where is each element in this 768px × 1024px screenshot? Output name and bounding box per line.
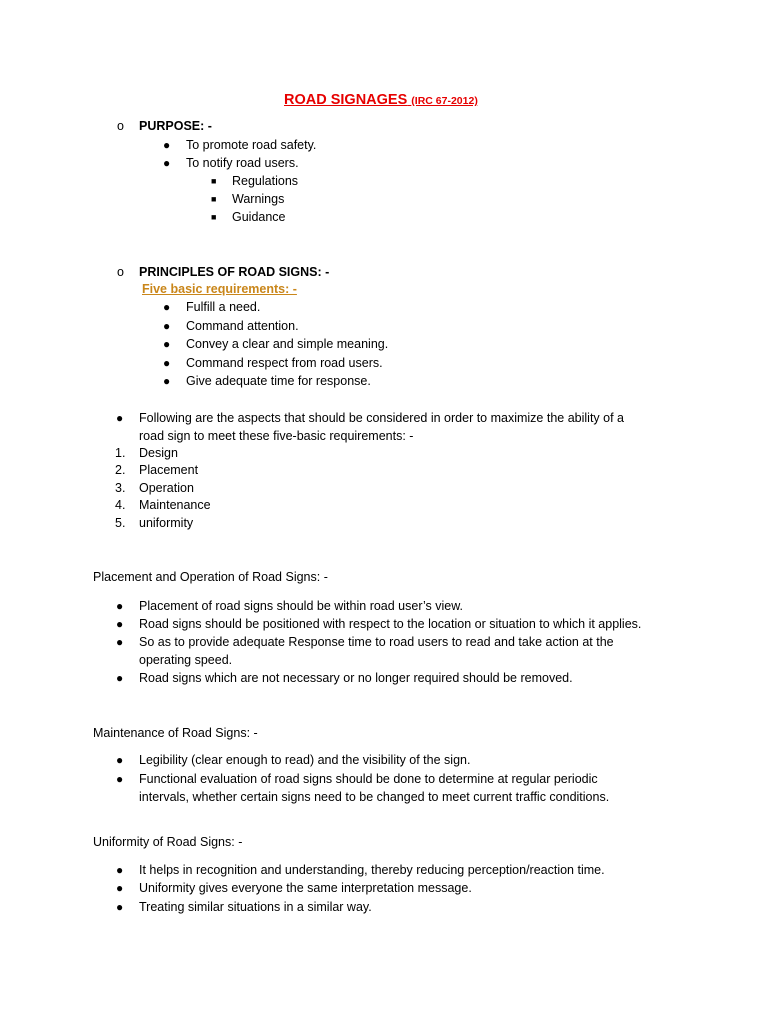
bullet-icon: ●: [116, 881, 124, 895]
list-item: Legibility (clear enough to read) and the visibility of the sign.: [139, 753, 471, 767]
purpose-heading: PURPOSE: -: [139, 119, 212, 133]
list-item-continuation: operating speed.: [139, 653, 233, 667]
list-item: Road signs should be positioned with respect to the location or situation to which it applies.: [139, 617, 642, 631]
list-item: Command attention.: [186, 319, 299, 333]
list-item: Regulations: [232, 174, 299, 188]
bullet-icon: ●: [163, 356, 171, 370]
principles-subheading: Five basic requirements: -: [142, 282, 297, 296]
list-number: 2.: [115, 463, 126, 477]
list-item: Give adequate time for response.: [186, 374, 371, 388]
list-number: 1.: [115, 446, 126, 460]
circle-bullet-icon: o: [117, 265, 124, 279]
section-heading: Maintenance of Road Signs: -: [93, 726, 258, 740]
bullet-icon: ●: [116, 599, 124, 613]
list-item: Convey a clear and simple meaning.: [186, 337, 389, 351]
page-title: [284, 92, 478, 109]
list-item: To notify road users.: [186, 156, 299, 170]
circle-bullet-icon: o: [117, 119, 124, 133]
bullet-icon: ●: [163, 374, 171, 388]
list-item: Functional evaluation of road signs should be done to determine at regular periodic: [139, 772, 598, 786]
bullet-icon: ●: [163, 319, 171, 333]
bullet-icon: ●: [116, 900, 124, 914]
bullet-icon: ●: [163, 156, 171, 170]
list-number: 4.: [115, 498, 126, 512]
bullet-icon: ●: [116, 671, 124, 685]
list-item: Maintenance: [139, 498, 211, 512]
bullet-icon: ●: [116, 411, 124, 425]
list-item-continuation: intervals, whether certain signs need to be changed to meet current traffic conditions.: [139, 790, 610, 804]
square-bullet-icon: ■: [211, 194, 217, 204]
bullet-icon: ●: [116, 772, 124, 786]
list-item: It helps in recognition and understanding, thereby reducing perception/reaction time.: [139, 863, 605, 877]
list-item: Placement: [139, 463, 199, 477]
section-heading: Uniformity of Road Signs: -: [93, 835, 243, 849]
bullet-icon: ●: [116, 863, 124, 877]
bullet-icon: ●: [163, 138, 171, 152]
section-heading: Placement and Operation of Road Signs: -: [93, 570, 328, 584]
aspects-intro: Following are the aspects that should be considered in order to maximize the ability of a: [139, 411, 624, 425]
aspects-intro: road sign to meet these five-basic requirements: -: [139, 429, 414, 443]
list-item: Command respect from road users.: [186, 356, 383, 370]
list-item: Warnings: [232, 192, 285, 206]
list-item: Fulfill a need.: [186, 300, 261, 314]
list-item: Uniformity gives everyone the same interpretation message.: [139, 881, 472, 895]
list-item: To promote road safety.: [186, 138, 317, 152]
list-item: Placement of road signs should be within road user’s view.: [139, 599, 464, 613]
title-main: ROAD SIGNAGES: [284, 92, 408, 108]
list-item: Guidance: [232, 210, 286, 224]
title-ref: (IRC 67-2012): [411, 95, 478, 107]
bullet-icon: ●: [163, 337, 171, 351]
square-bullet-icon: ■: [211, 212, 217, 222]
bullet-icon: ●: [163, 300, 171, 314]
bullet-icon: ●: [116, 617, 124, 631]
list-item: Design: [139, 446, 178, 460]
list-item: So as to provide adequate Response time to road users to read and take action at the: [139, 635, 614, 649]
principles-heading: PRINCIPLES OF ROAD SIGNS: -: [139, 265, 330, 279]
list-number: 3.: [115, 481, 126, 495]
square-bullet-icon: ■: [211, 176, 217, 186]
bullet-icon: ●: [116, 753, 124, 767]
list-number: 5.: [115, 516, 126, 530]
list-item: Operation: [139, 481, 194, 495]
bullet-icon: ●: [116, 635, 124, 649]
list-item: Road signs which are not necessary or no longer required should be removed.: [139, 671, 573, 685]
list-item: Treating similar situations in a similar way.: [139, 900, 372, 914]
list-item: uniformity: [139, 516, 194, 530]
